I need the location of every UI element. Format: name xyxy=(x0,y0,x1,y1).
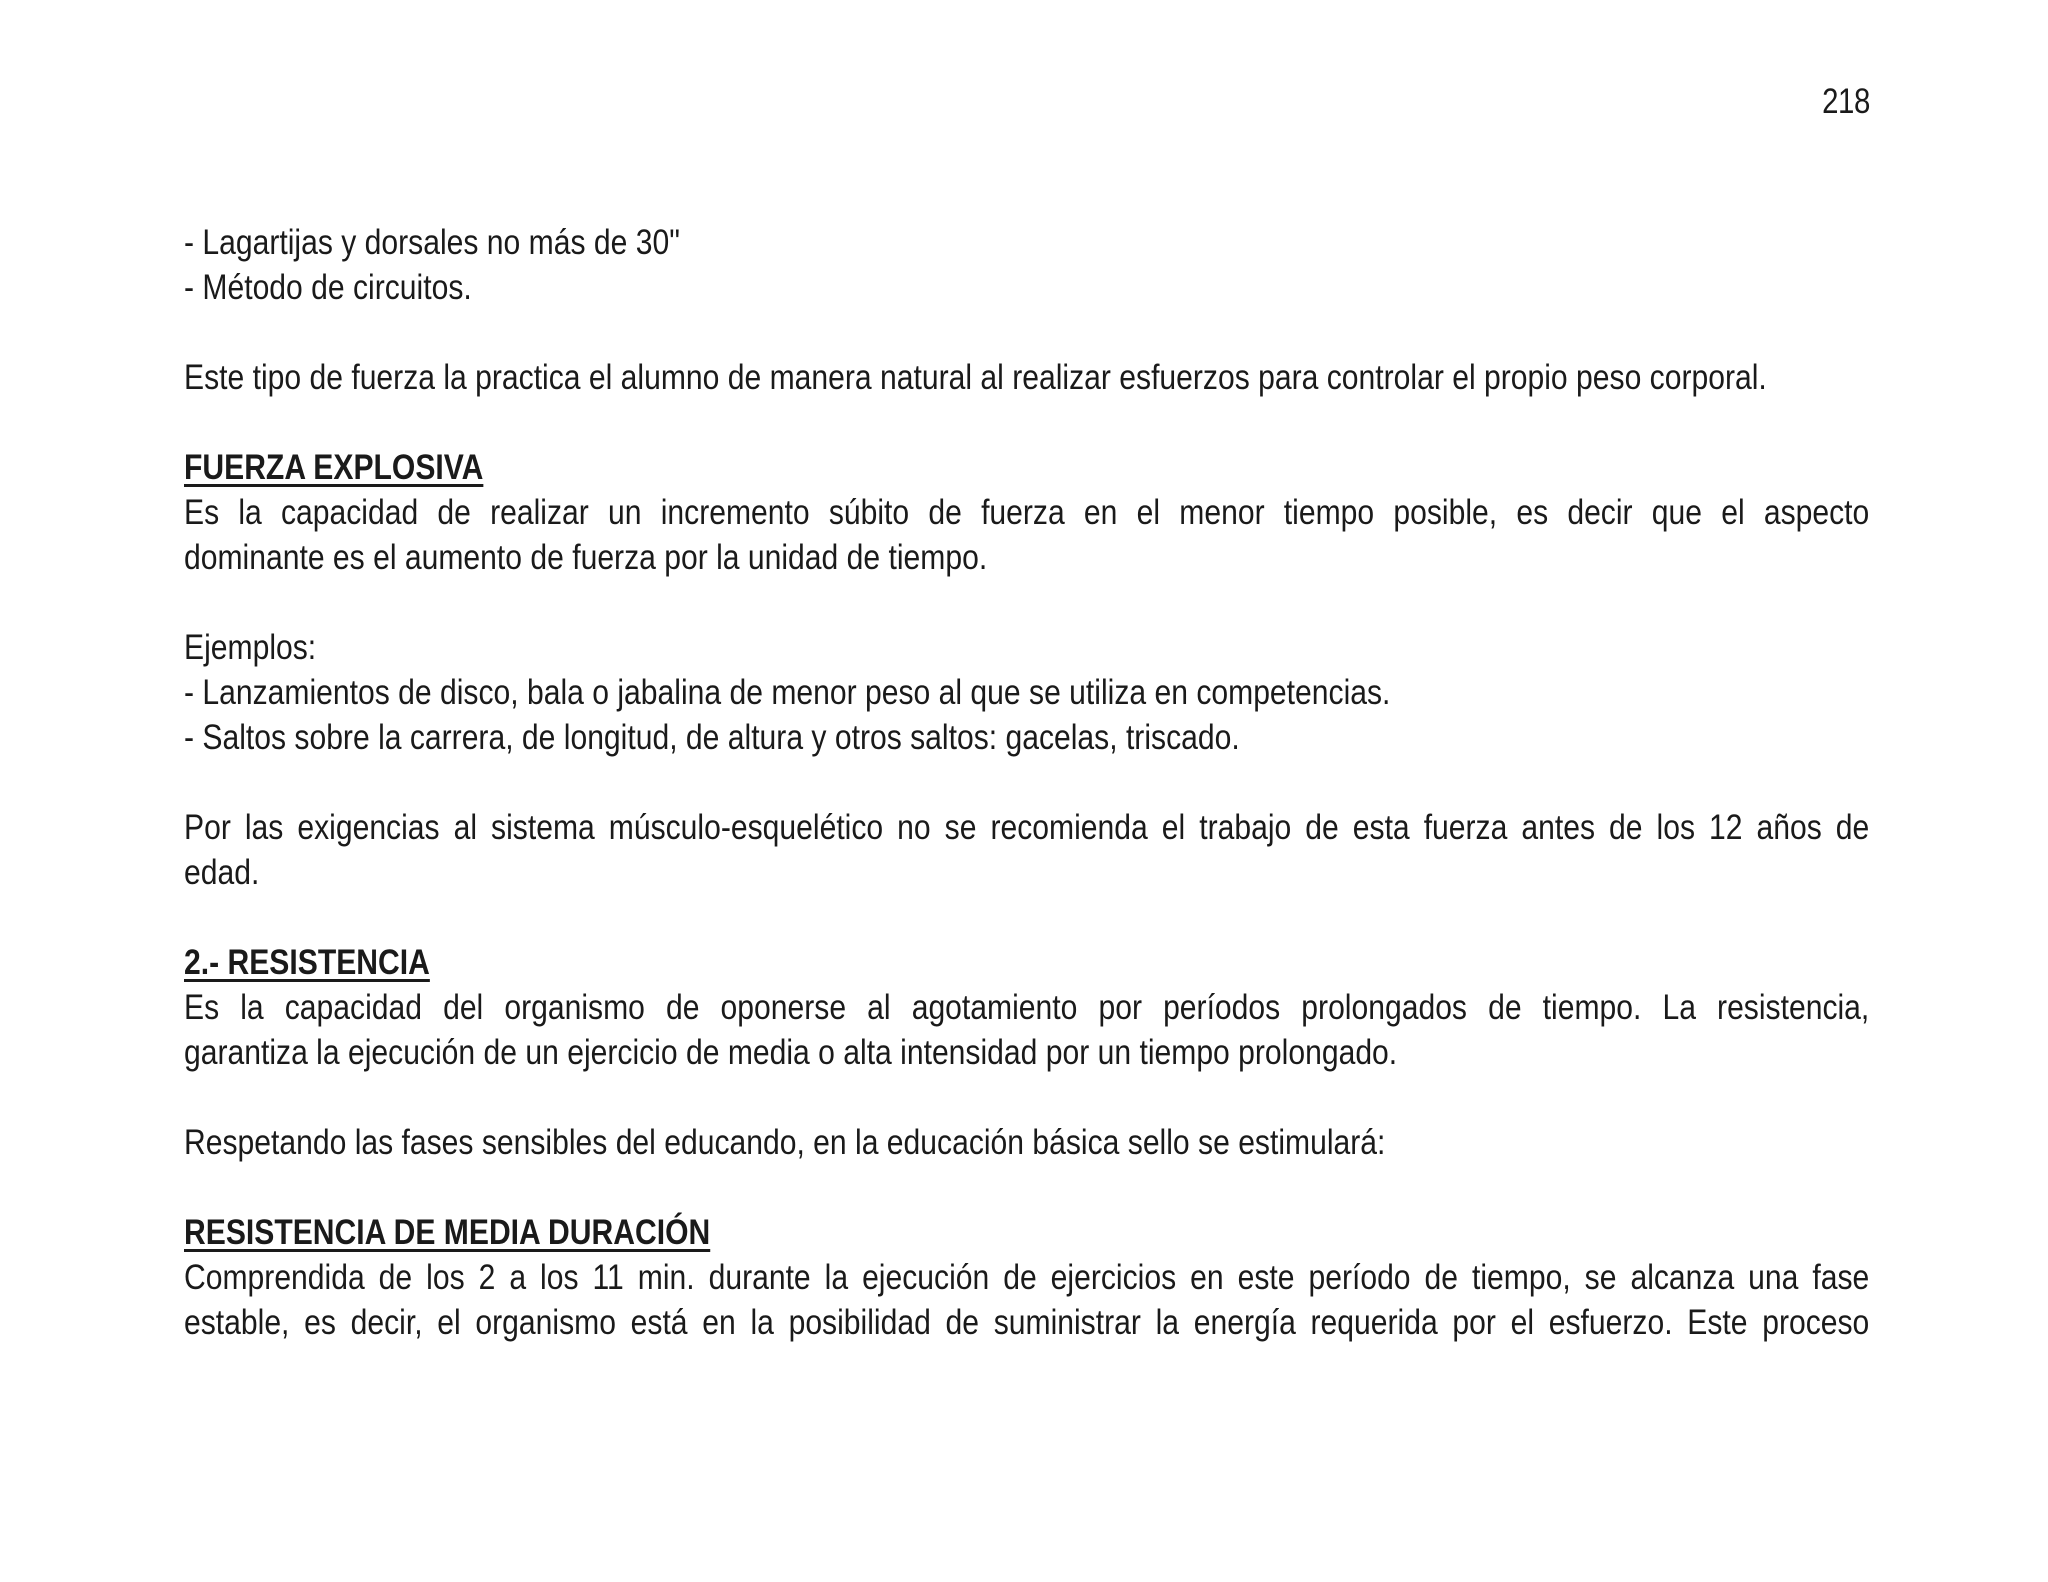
page-number: 218 xyxy=(1822,82,1870,121)
examples-label: Ejemplos: xyxy=(184,628,317,667)
text-line: edad. xyxy=(184,853,260,892)
heading-resistencia-media: RESISTENCIA DE MEDIA DURACIÓN xyxy=(184,1213,711,1252)
paragraph-resistencia xyxy=(184,985,1869,1075)
list-item: - Lagartijas y dorsales no más de 30" xyxy=(184,223,680,262)
text-line: Es la capacidad del organismo de oponerse al agotamiento por períodos prolongados de tiempo. La resistencia, xyxy=(184,988,1870,1027)
page-content xyxy=(184,220,1869,1345)
text-line: Por las exigencias al sistema músculo-esquelético no se recomienda el trabajo de esta fuerza antes de los 12 años de xyxy=(184,808,1870,847)
paragraph-gap xyxy=(184,400,1869,445)
text-line: Comprendida de los 2 a los 11 min. durante la ejecución de ejercicios en este período de tiempo, se alcanza una fase xyxy=(184,1258,1870,1297)
paragraph-gap xyxy=(184,895,1869,940)
paragraph-gap xyxy=(184,760,1869,805)
paragraph-gap xyxy=(184,1165,1869,1210)
paragraph-age xyxy=(184,805,1869,895)
paragraph-body-weight: Este tipo de fuerza la practica el alumno de manera natural al realizar esfuerzos para controlar el propio peso corporal. xyxy=(184,358,1767,397)
text-line: estable, es decir, el organismo está en la posibilidad de suministrar la energía requerida por el esfuerzo. Este proceso xyxy=(184,1303,1870,1342)
paragraph-resistencia-media xyxy=(184,1255,1869,1345)
paragraph-gap xyxy=(184,310,1869,355)
text-line: garantiza la ejecución de un ejercicio de media o alta intensidad por un tiempo prolongado. xyxy=(184,1033,1398,1072)
list-item: - Método de circuitos. xyxy=(184,268,472,307)
heading-resistencia: 2.- RESISTENCIA xyxy=(184,943,430,982)
paragraph-gap xyxy=(184,1075,1869,1120)
paragraph-respetando: Respetando las fases sensibles del educando, en la educación básica sello se estimulará: xyxy=(184,1123,1386,1162)
list-item: - Lanzamientos de disco, bala o jabalina de menor peso al que se utiliza en competencias. xyxy=(184,673,1391,712)
paragraph-gap xyxy=(184,580,1869,625)
heading-fuerza-explosiva: FUERZA EXPLOSIVA xyxy=(184,448,484,487)
paragraph-fuerza-explosiva xyxy=(184,490,1869,580)
list-item: - Saltos sobre la carrera, de longitud, de altura y otros saltos: gacelas, triscado. xyxy=(184,718,1240,757)
text-line: dominante es el aumento de fuerza por la unidad de tiempo. xyxy=(184,538,988,577)
text-line: Es la capacidad de realizar un incremento súbito de fuerza en el menor tiempo posible, es decir que el aspecto xyxy=(184,493,1870,532)
